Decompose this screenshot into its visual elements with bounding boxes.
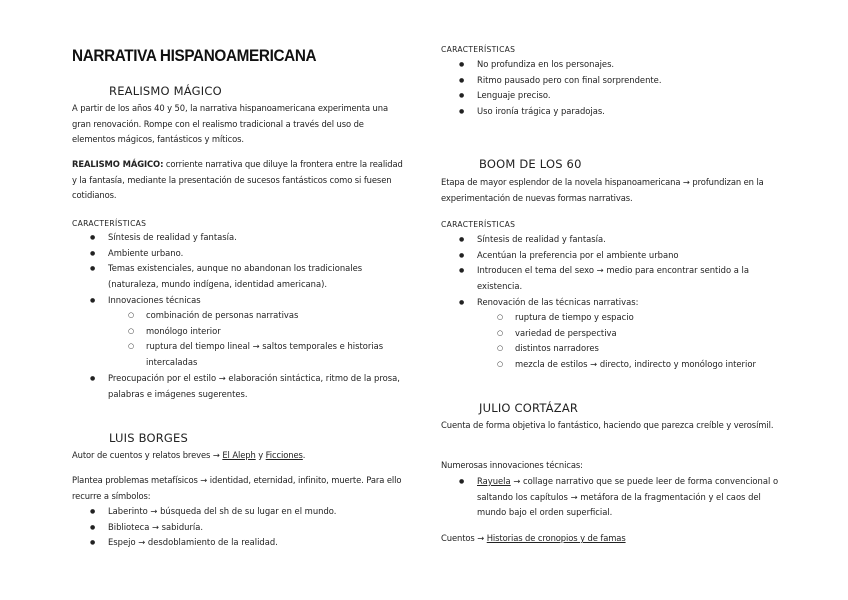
list-item: ● Síntesis de realidad y fantasía. [72,230,408,246]
borges-caracteristicas-label: CARACTERÍSTICAS [441,45,516,54]
list-item [441,474,781,521]
cuentos-label: Cuentos → [441,533,487,543]
borges-symbols-list [72,504,408,551]
sub-list-item: ○ ruptura de tiempo y espacio [441,310,781,326]
list-item: ● Síntesis de realidad y fantasía. [441,232,781,248]
boom-caracteristicas-label: CARACTERÍSTICAS [441,220,516,229]
list-item: ● Innovaciones técnicas [72,293,408,309]
list-item: ● Ritmo pausado pero con final sorprendente. [441,73,781,89]
heading-realismo-magico: REALISMO MÁGICO [109,84,222,98]
boom-intro: Etapa de mayor esplendor de la novela hispanoamericana → profundizan en la experimentación de nuevas formas narrativas. [441,177,764,203]
definition-term: REALISMO MÁGICO: [72,159,164,169]
boom-sublist [441,310,781,373]
conjunction: y [255,450,266,460]
realismo-intro: A partir de los años 40 y 50, la narrativa hispanoamericana experimenta una gran renovación. Rompe con el realismo tradicional a través del uso de elementos mágicos, fantásticos y míticos. [72,103,388,145]
list-item: ● Preocupación por el estilo → elaboración sintáctica, ritmo de la prosa, palabras e imágenes sugerentes. [72,371,408,402]
list-item: ● Acentúan la preferencia por el ambiente urbano [441,248,781,264]
heading-boom: BOOM DE LOS 60 [479,157,582,171]
heading-julio-cortazar: JULIO CORTÁZAR [479,401,579,415]
borges-intro [72,448,408,464]
rayuela-description: → collage narrativo que se puede leer de forma convencional o saltando los capítulos → metáfora de la fragmentación y el caos del mundo bajo el orden superficial. [477,476,779,518]
sub-list-item: ○ monólogo interior [72,324,408,340]
innovaciones-sublist [72,308,408,371]
cortazar-intro: Cuenta de forma objetiva lo fantástico, haciendo que parezca creíble y verosímil. [441,420,774,430]
list-item: ● Lenguaje preciso. [441,88,781,104]
realismo-definition [72,157,408,204]
list-item: ● Renovación de las técnicas narrativas: [441,295,781,311]
borges-metafisica: Plantea problemas metafísicos → identidad, eternidad, infinito, muerte. Para ello recurre a símbolos: [72,475,402,501]
cortazar-list [441,474,781,521]
sub-list-item: ○ combinación de personas narrativas [72,308,408,324]
list-item: ● Biblioteca → sabiduría. [72,520,408,536]
borges-caracteristicas-list [441,57,781,120]
sub-list-item: ○ variedad de perspectiva [441,326,781,342]
caracteristicas-label: CARACTERÍSTICAS [72,219,147,228]
realismo-list-end [72,371,408,402]
list-item: ● Laberinto → búsqueda del sh de su lugar en el mundo. [72,504,408,520]
definition-text: corriente narrativa que diluye la frontera entre la realidad y la fantasía, mediante la presentación de sucesos fantásticos como si fuesen cotidianos. [72,159,403,201]
list-item: ● Uso ironía trágica y paradojas. [441,104,781,120]
book-ficciones: Ficciones [265,450,303,460]
heading-luis-borges: LUIS BORGES [109,431,189,445]
realismo-list [72,230,408,309]
page-title: NARRATIVA HISPANOAMERICANA [72,46,317,65]
list-item: ● Espejo → desdoblamiento de la realidad. [72,535,408,551]
sub-list-item: ○ distintos narradores [441,341,781,357]
book-historias-cronopios: Historias de cronopios y de famas [486,533,626,543]
cortazar-innovaciones: Numerosas innovaciones técnicas: [441,460,583,470]
list-item: ● Ambiente urbano. [72,246,408,262]
sub-list-item: ○ ruptura del tiempo lineal → saltos temporales e historias intercaladas [72,339,408,370]
list-item: ● Temas existenciales, aunque no abandonan los tradicionales (naturaleza, mundo indígena, identidad americana). [72,261,408,292]
period: . [302,450,306,460]
book-rayuela: Rayuela [477,476,511,486]
list-item: ● No profundiza en los personajes. [441,57,781,73]
borges-intro-text: Autor de cuentos y relatos breves → [72,450,223,460]
book-el-aleph: El Aleph [222,450,256,460]
sub-list-item: ○ mezcla de estilos → directo, indirecto y monólogo interior [441,357,781,373]
list-item: ● Introducen el tema del sexo → medio para encontrar sentido a la existencia. [441,263,781,294]
cortazar-cuentos [441,531,781,547]
boom-list [441,232,781,311]
